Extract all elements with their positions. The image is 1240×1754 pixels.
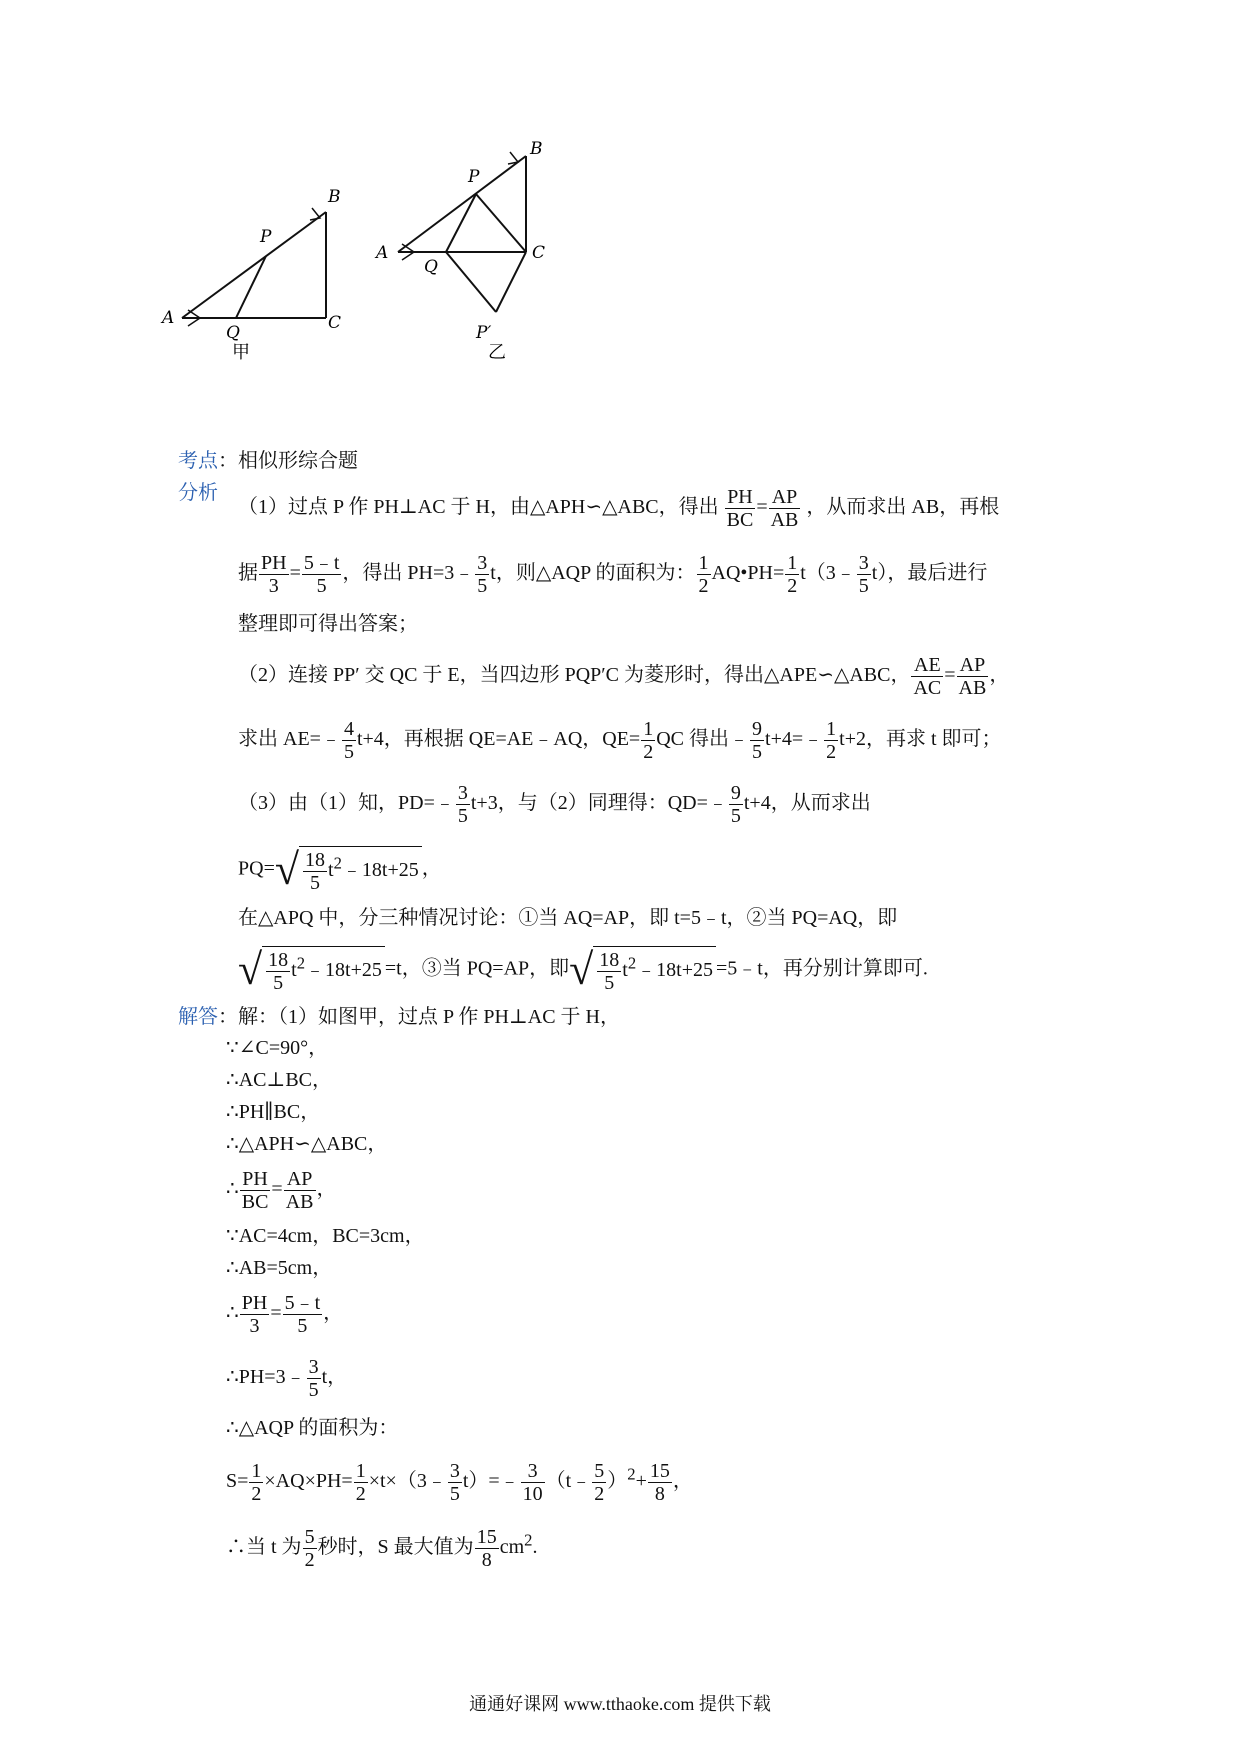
fraction: $\frac{9}{5}$: [752, 718, 763, 763]
solution-line-10: ∴PH=3﹣ $\frac{3}{5}$ t，: [226, 1356, 348, 1401]
analysis-line-2: 据 $\frac{PH}{3}$ = $\frac{5﹣t}{5}$ ，得出 PH=3﹣ $\frac{3}{5}$ t，则△AQP 的面积为： $\frac{1}{2}$ AQ•PH= $\frac{1}{2}$ t（3﹣ $\frac{3}{5}$ t），最后进行: [238, 552, 988, 597]
fraction: $\frac{AP}{AB}$: [770, 486, 799, 531]
geometry-figures: [162, 139, 650, 410]
fenxi-tag: 分析: [178, 480, 218, 504]
yi-label-P: P: [468, 167, 480, 187]
analysis-line-9: √ $\frac{18}{5}$ $t^2﹣18t+25 =t$，③当 PQ=AP，即√ $\frac{18}{5}$ $t^2﹣18t+25$ =5﹣t，再分别计算即可.: [238, 945, 928, 994]
footer-text: 通通好课网 www.tthaoke.com 提供下载: [469, 1694, 771, 1714]
analysis-line-6: （3）由（1）知，PD=﹣ $\frac{3}{5}$ t+3，与（2）同理得：QD=﹣ $\frac{9}{5}$ t+4，从而求出: [238, 782, 871, 827]
jia-caption: 甲: [232, 342, 250, 363]
fraction: $\frac{3}{5}$: [449, 1460, 460, 1505]
analysis-text: ，从而求出 AB，再根: [806, 496, 1000, 519]
fraction: $\frac{1}{2}$: [643, 718, 654, 763]
fraction: $\frac{5}{2}$: [304, 1526, 315, 1571]
solution-line-3: ∴AC⊥BC，: [226, 1069, 332, 1091]
jia-label-P: P: [260, 227, 272, 247]
yi-label-C: C: [532, 243, 546, 263]
jia-label-A: A: [162, 308, 175, 328]
figure-jia: [182, 208, 326, 326]
analysis-line-1: （1）过点 P 作 PH⊥AC 于 H，由△APH∽△ABC，得出 $\frac{PH}{BC}$ = $\frac{AP}{AB}$ ，从而求出 AB，再根: [238, 486, 1000, 531]
kaodian-line: [178, 446, 358, 475]
analysis-line-7: PQ=√ $\frac{18}{5}$ $t^2﹣18t+25$ ，: [238, 845, 442, 894]
fraction: $\frac{PH}{BC}$: [241, 1168, 269, 1213]
fraction: $\frac{AP}{AB}$: [958, 654, 987, 699]
fraction: $\frac{1}{2}$: [826, 718, 837, 763]
yi-label-A: A: [376, 243, 389, 263]
fraction: $\frac{3}{10}$: [522, 1460, 543, 1505]
jia-label-B: B: [328, 187, 341, 207]
solution-line-8: ∴AB=5cm，: [226, 1257, 333, 1279]
analysis-line-5: 求出 AE=﹣ $\frac{4}{5}$ t+4，再根据 QE=AE﹣AQ，QE= $\frac{1}{2}$ QC 得出﹣ $\frac{9}{5}$ t+4=﹣ $\frac{1}{2}$ t+2，再求 t 即可；: [238, 718, 1002, 763]
fraction: $\frac{1}{2}$: [787, 552, 798, 597]
yi-label-B: B: [530, 139, 543, 159]
fraction: $\frac{5﹣t}{5}$: [284, 1292, 321, 1337]
fraction: $\frac{PH}{3}$: [261, 552, 287, 597]
fraction: $\frac{9}{5}$: [730, 782, 741, 827]
solution-line-4: ∴PH∥BC，: [226, 1101, 321, 1123]
fraction: $\frac{4}{5}$: [343, 718, 354, 763]
solution-line-9: ∴ $\frac{PH}{3}$ = $\frac{5﹣t}{5}$ ，: [226, 1292, 344, 1337]
solution-line-5: ∴△APH∽△ABC，: [226, 1133, 388, 1155]
jieda-tag: 解答: [178, 1004, 218, 1028]
yi-label-Q: Q: [424, 257, 438, 277]
yi-label-P2: P′: [476, 323, 492, 343]
fraction: $\frac{15}{8}$: [476, 1526, 497, 1571]
solution-line-13: ∴当 t 为 $\frac{5}{2}$ 秒时，S 最大值为 $\frac{15}{8}$ $cm^2$.: [226, 1526, 538, 1571]
fraction: $\frac{PH}{3}$: [241, 1292, 268, 1337]
fraction: $\frac{1}{2}$: [698, 552, 709, 597]
jia-label-Q: Q: [226, 323, 240, 343]
fraction: $\frac{15}{8}$: [649, 1460, 670, 1505]
sqrt-expression: √ $\frac{18}{5}$ $t^2﹣18t+25$: [238, 946, 385, 994]
fraction: $\frac{3}{5}$: [308, 1356, 319, 1401]
fraction: $\frac{1}{2}$: [355, 1460, 366, 1505]
analysis-line-3: 整理即可得出答案；: [238, 613, 418, 635]
figure-yi: [398, 152, 526, 312]
kaodian-text: ：相似形综合题: [218, 450, 358, 472]
sqrt-expression: √ $\frac{18}{5}$ $t^2﹣18t+25$: [275, 846, 422, 894]
analysis-text: （1）过点 P 作 PH⊥AC 于 H，由△APH∽△ABC，得出: [238, 496, 719, 519]
yi-caption: 乙: [488, 342, 506, 363]
jia-label-C: C: [328, 313, 342, 333]
fraction: $\frac{1}{2}$: [251, 1460, 262, 1505]
solution-line-2: ∵∠C=90°，: [226, 1037, 329, 1059]
sqrt-expression: √ $\frac{18}{5}$ $t^2﹣18t+25$: [569, 946, 716, 994]
fraction: $\frac{AP}{AB}$: [285, 1168, 314, 1213]
fraction: $\frac{AE}{AC}$: [913, 654, 942, 699]
fraction: $\frac{5}{2}$: [594, 1460, 605, 1505]
solution-line-11: ∴△AQP 的面积为：: [226, 1417, 399, 1439]
solution-line-12: S= $\frac{1}{2}$ ×AQ×PH= $\frac{1}{2}$ ×t×（3﹣ $\frac{3}{5}$ t）=﹣ $\frac{3}{10}$ （t﹣ $\frac{5}{2}$ ）$^2$+ $\frac{15}{8}$ ，: [226, 1460, 693, 1505]
fraction: $\frac{3}{5}$: [477, 552, 488, 597]
fraction: $\frac{5﹣t}{5}$: [303, 552, 340, 597]
analysis-line-4: （2）连接 PP′ 交 QC 于 E，当四边形 PQP′C 为菱形时，得出△APE∽△ABC， $\frac{AE}{AC}$ = $\frac{AP}{AB}$ ，: [238, 654, 1010, 699]
fraction: $\frac{3}{5}$: [858, 552, 869, 597]
solution-line-7: ∵AC=4cm，BC=3cm，: [226, 1225, 425, 1247]
solution-line-1: 解答：解：（1）如图甲，过点 P 作 PH⊥AC 于 H，: [178, 1004, 620, 1028]
fraction: $\frac{PH}{BC}$: [726, 486, 754, 531]
fraction: $\frac{3}{5}$: [457, 782, 468, 827]
kaodian-tag: 考点: [178, 448, 218, 472]
solution-line-6: ∴ $\frac{PH}{BC}$ = $\frac{AP}{AB}$ ，: [226, 1168, 337, 1213]
analysis-line-8: 在△APQ 中，分三种情况讨论：①当 AQ=AP，即 t=5﹣t，②当 PQ=AQ，即: [238, 907, 898, 929]
